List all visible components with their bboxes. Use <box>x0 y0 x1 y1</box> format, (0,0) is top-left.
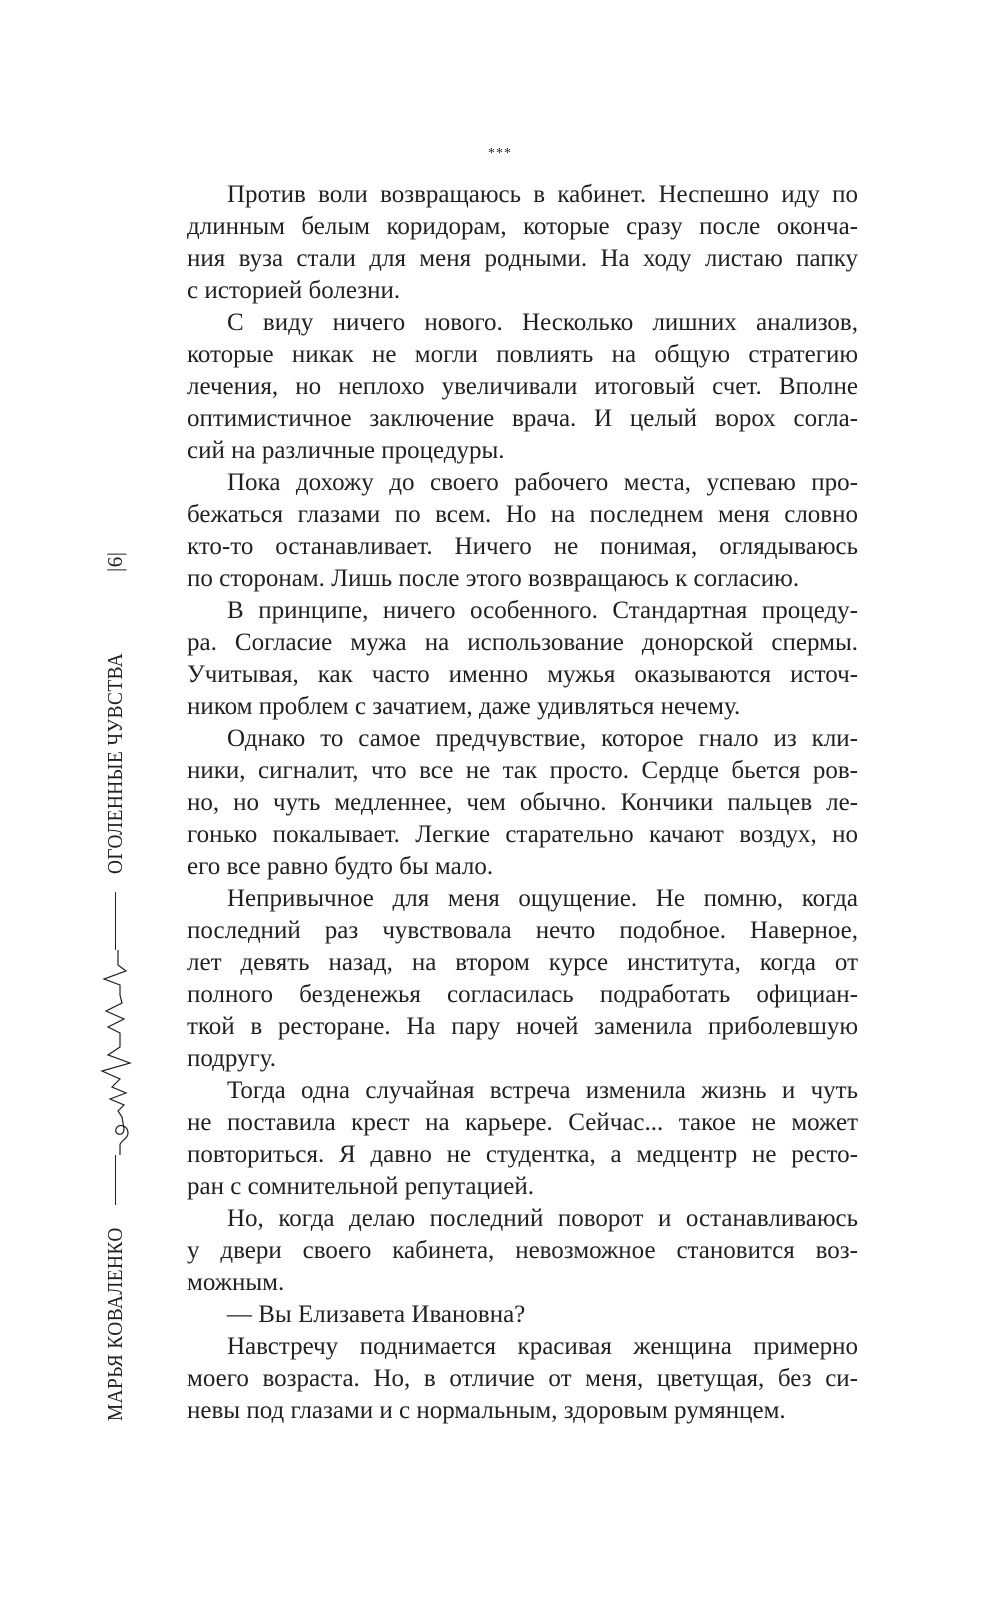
text-line: ткой в ресторане. На пару ночей заменила приболевшую <box>187 1013 858 1040</box>
paragraph <box>187 307 858 467</box>
paragraph <box>187 1331 858 1427</box>
text-line: Против воли возвращаюсь в кабинет. Неспешно иду по <box>227 181 858 208</box>
text-line: ния вуза стали для меня родными. На ходу листаю папку <box>187 245 858 272</box>
paragraph <box>187 179 858 307</box>
text-line: лечения, но неплохо увеличивали итоговый счет. Вполне <box>187 373 858 400</box>
text-line: которые никак не могли повлиять на общую стратегию <box>187 341 858 368</box>
text-line: ником проблем с зачатием, даже удивляться нечему. <box>187 693 741 720</box>
text-line: ники, сигналит, что все не так просто. Сердце бьется ров- <box>187 757 858 784</box>
paragraph <box>187 595 858 723</box>
text-line: — Вы Елизавета Ивановна? <box>227 1301 526 1328</box>
book-title: ОГОЛЕННЫЕ ЧУВСТВА <box>102 652 127 874</box>
paragraph <box>187 1299 858 1331</box>
text-line: Однако то самое предчувствие, которое гнало из кли- <box>227 725 858 752</box>
text-line: бежаться глазами по всем. Но на последнем меня словно <box>187 501 858 528</box>
text-line: В принципе, ничего особенного. Стандартная процеду- <box>227 597 858 624</box>
paragraph <box>187 1203 858 1299</box>
text-line: можным. <box>187 1269 285 1296</box>
paragraph <box>187 883 858 1075</box>
text-line: гонько покалывает. Легкие старательно качают воздух, но <box>187 821 858 848</box>
running-header <box>98 490 132 1430</box>
divider-line <box>115 1155 116 1205</box>
divider-line <box>115 892 116 950</box>
text-line: Навстречу поднимается красивая женщина примерно <box>227 1333 858 1360</box>
text-line: Непривычное для меня ощущение. Не помню, когда <box>227 885 858 912</box>
text-line: последний раз чувствовала нечто подобное. Наверное, <box>187 917 858 944</box>
scene-separator: *** <box>488 146 512 161</box>
text-line: невы под глазами и с нормальным, здоровым румянцем. <box>187 1397 786 1424</box>
text-line: не поставила крест на карьере. Сейчас... такое не может <box>187 1109 858 1136</box>
text-line: сий на различные процедуры. <box>187 437 505 464</box>
paragraph <box>187 1075 858 1203</box>
text-line: Тогда одна случайная встреча изменила жизнь и чуть <box>227 1077 858 1104</box>
text-line: длинным белым коридорам, которые сразу после оконча- <box>187 213 858 240</box>
paragraph <box>187 467 858 595</box>
text-line: его все равно будто бы мало. <box>187 853 494 880</box>
text-line: лет девять назад, на втором курсе института, когда от <box>187 949 858 976</box>
text-line: полного безденежья согласилась подработать официан- <box>187 981 858 1008</box>
text-line: моего возраста. Но, в отличие от меня, цветущая, без си- <box>187 1365 858 1392</box>
page-number: |6| <box>102 551 127 572</box>
text-line: С виду ничего нового. Несколько лишних анализов, <box>227 309 858 336</box>
text-line: оптимистичное заключение врача. И целый ворох согла- <box>187 405 858 432</box>
body-text <box>187 179 858 1427</box>
text-line: ра. Согласие мужа на использование донорской спермы. <box>187 629 858 656</box>
text-line: ран с сомнительной репутацией. <box>187 1173 534 1200</box>
text-line: кто-то останавливает. Ничего не понимая, оглядываюсь <box>187 533 858 560</box>
heartbeat-heart-icon <box>98 950 132 1155</box>
text-line: повториться. Я давно не студентка, а медцентр не ресто- <box>187 1141 858 1168</box>
text-line: по сторонам. Лишь после этого возвращаюсь к согласию. <box>187 565 800 592</box>
text-line: подругу. <box>187 1045 277 1072</box>
text-line: Пока дохожу до своего рабочего места, успеваю про- <box>227 469 858 496</box>
author-name: МАРЬЯ КОВАЛЕНКО <box>102 1227 127 1421</box>
text-line: но, но чуть медленнее, чем обычно. Кончики пальцев ле- <box>187 789 858 816</box>
text-line: у двери своего кабинета, невозможное становится воз- <box>187 1237 858 1264</box>
text-line: Но, когда делаю последний поворот и останавливаюсь <box>227 1205 858 1232</box>
text-line: с историей болезни. <box>187 277 401 304</box>
paragraph <box>187 723 858 883</box>
text-line: Учитывая, как часто именно мужья оказываются источ- <box>187 661 858 688</box>
